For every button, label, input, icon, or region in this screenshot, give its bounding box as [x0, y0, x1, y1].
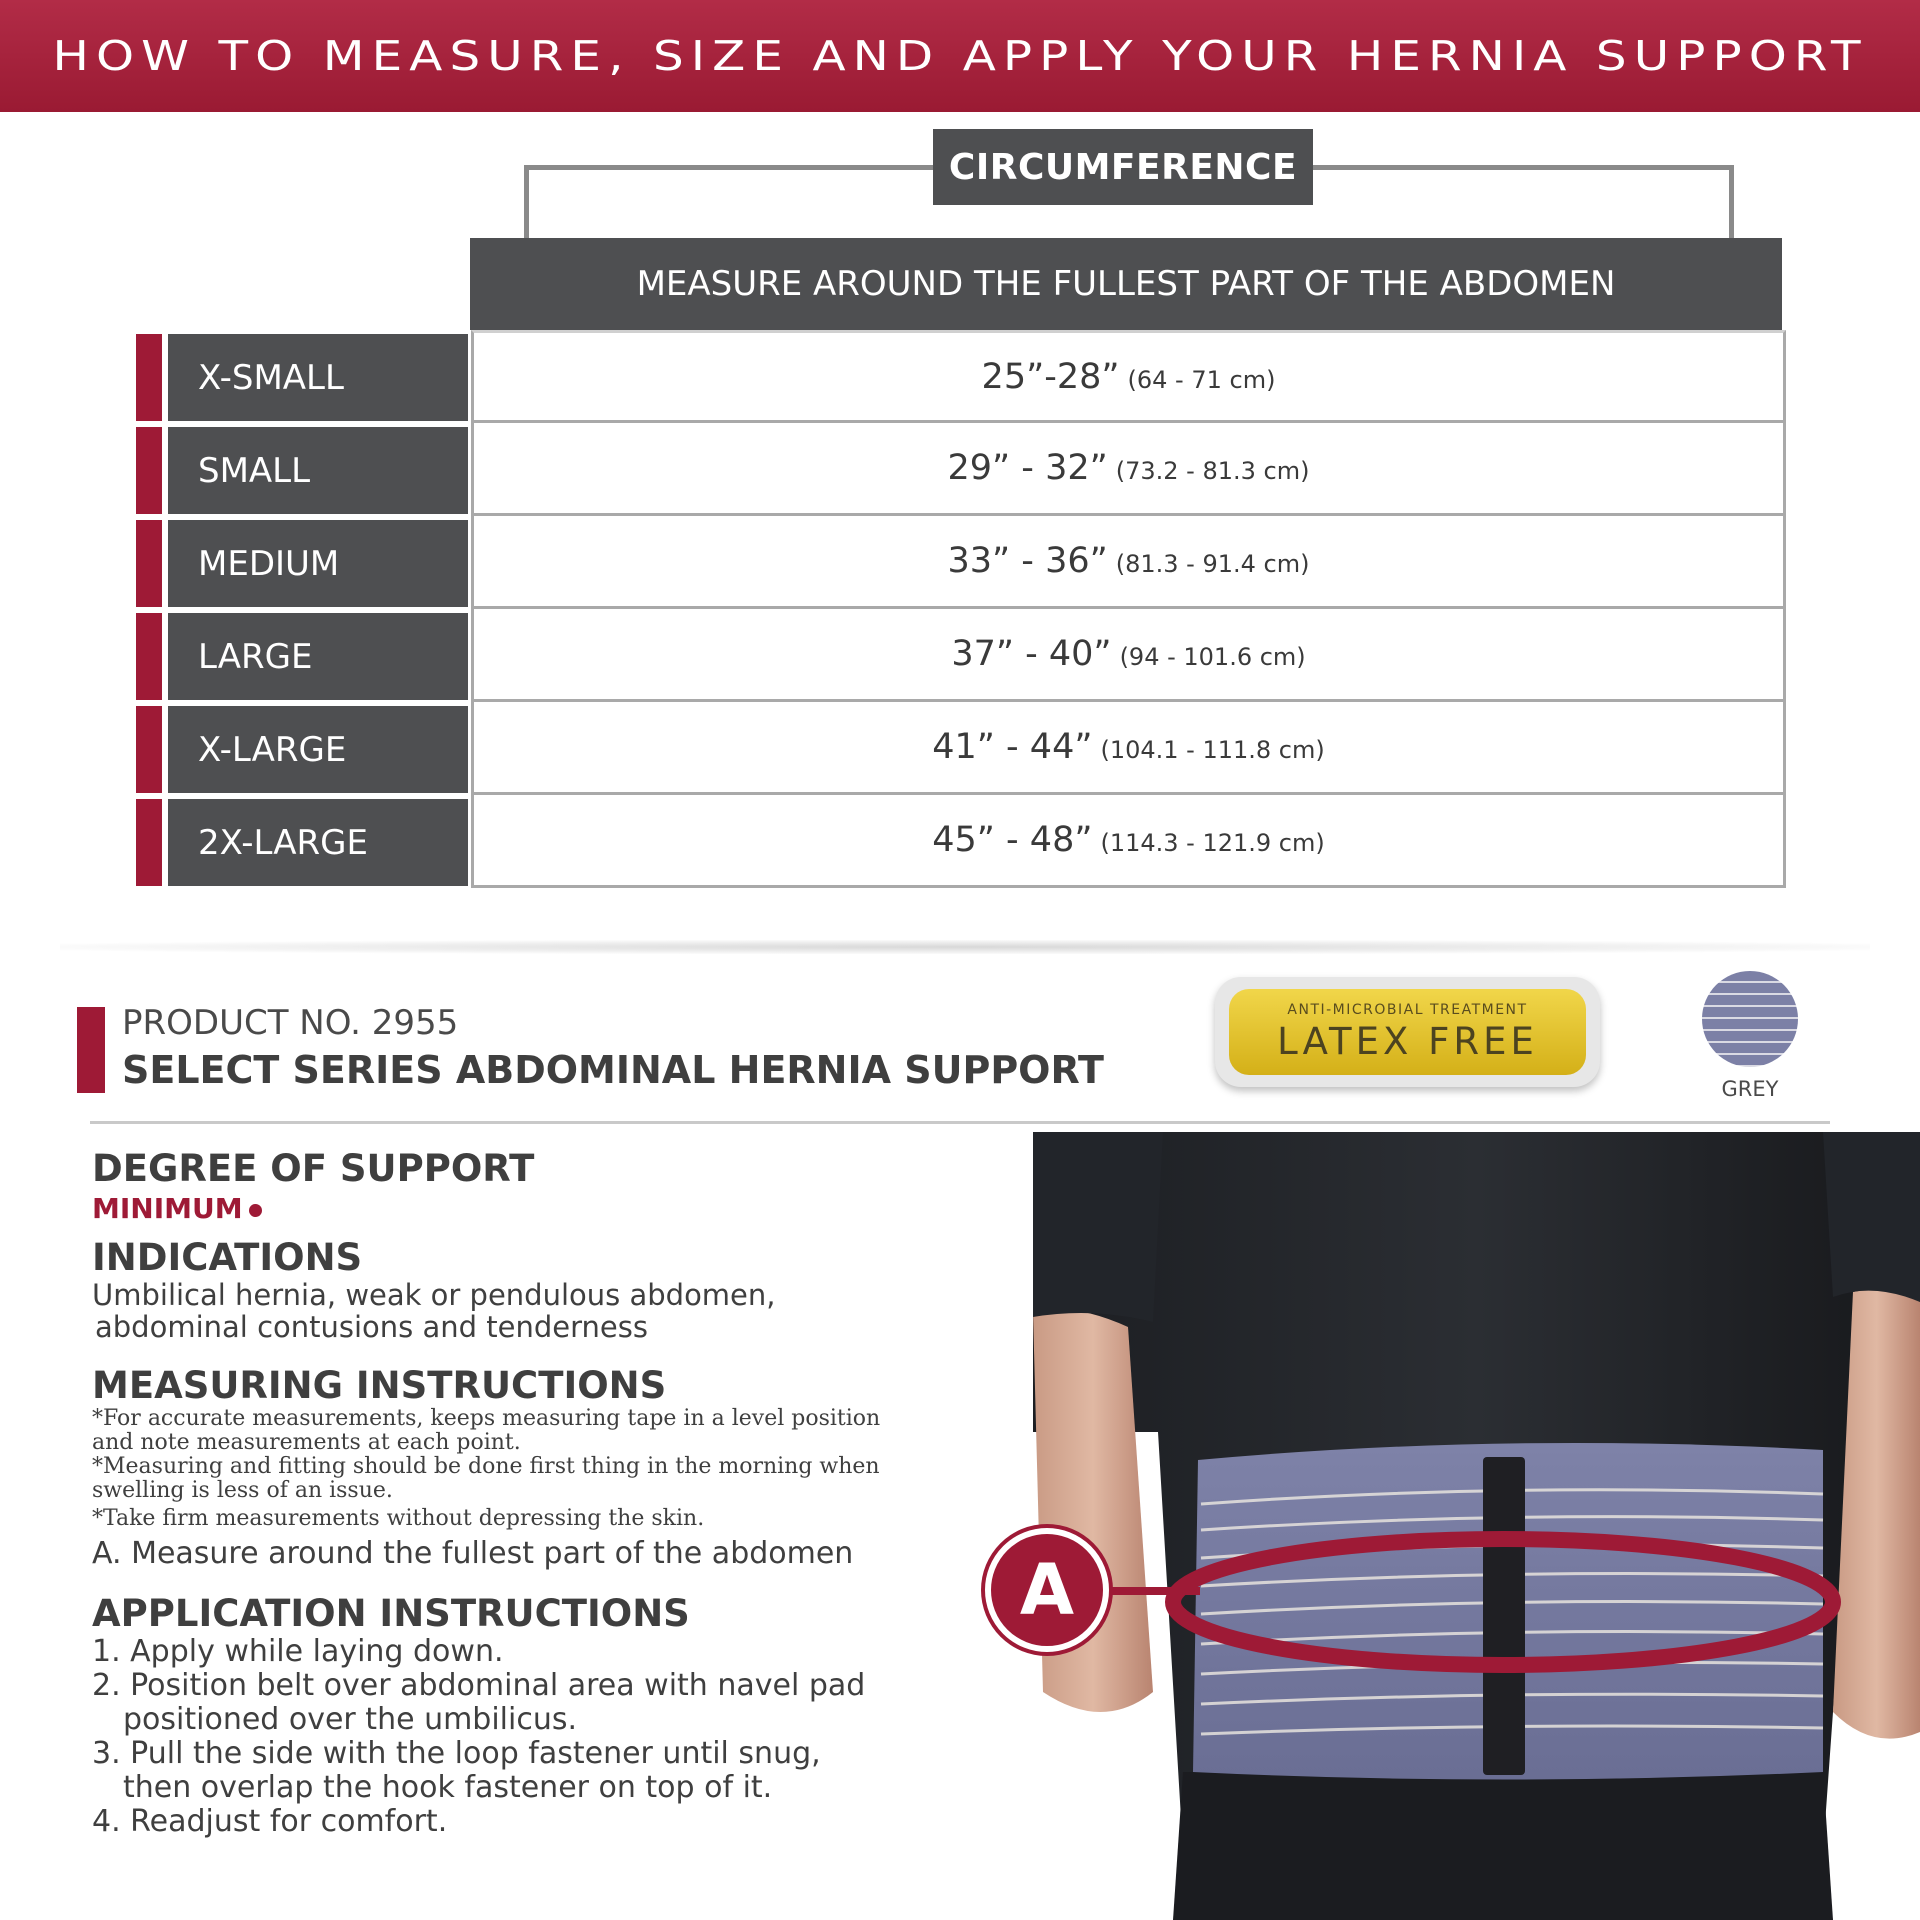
product-name: SELECT SERIES ABDOMINAL HERNIA SUPPORT — [122, 1048, 1104, 1092]
range-inches: 29” - 32” — [947, 448, 1108, 488]
size-label: SMALL — [168, 427, 468, 514]
model-wearing-support — [1033, 1132, 1920, 1920]
size-label: X-LARGE — [168, 706, 468, 793]
measuring-step-a: A. Measure around the fullest part of the abdomen — [92, 1536, 854, 1571]
range-cm: (81.3 - 91.4 cm) — [1115, 550, 1310, 578]
section-divider — [60, 940, 1870, 954]
table-row — [136, 702, 1786, 795]
table-row — [136, 423, 1786, 516]
size-range — [471, 795, 1786, 888]
range-cm: (114.3 - 121.9 cm) — [1100, 829, 1325, 857]
degree-heading: DEGREE OF SUPPORT — [92, 1147, 535, 1190]
color-swatch[interactable] — [1702, 971, 1798, 1067]
product-number: PRODUCT NO. 2955 — [122, 1003, 459, 1043]
table-row — [136, 516, 1786, 609]
application-step: 2. Position belt over abdominal area with navel pad — [92, 1668, 866, 1703]
bullet-dot-icon — [249, 1204, 262, 1217]
range-inches: 33” - 36” — [947, 541, 1108, 581]
badge-plate — [1229, 989, 1586, 1075]
application-heading: APPLICATION INSTRUCTIONS — [92, 1592, 690, 1635]
application-step: 3. Pull the side with the loop fastener until snug, — [92, 1736, 821, 1771]
measuring-note: and note measurements at each point. — [92, 1430, 521, 1455]
size-range — [471, 423, 1786, 516]
size-range — [471, 516, 1786, 609]
row-accent — [136, 334, 162, 421]
measurement-marker-a — [985, 1528, 1109, 1652]
latex-free-badge — [1215, 977, 1600, 1087]
table-row — [136, 795, 1786, 888]
size-table-header: MEASURE AROUND THE FULLEST PART OF THE ABDOMEN — [470, 238, 1782, 330]
banner-title: HOW TO MEASURE, SIZE AND APPLY YOUR HERNIA SUPPORT — [52, 32, 1868, 80]
badge-title: LATEX FREE — [1277, 1019, 1538, 1063]
indications-heading: INDICATIONS — [92, 1236, 363, 1279]
row-accent — [136, 613, 162, 700]
range-inches: 25”-28” — [981, 356, 1120, 397]
color-swatch-label: GREY — [1721, 1077, 1779, 1101]
marker-connector — [1100, 1587, 1200, 1595]
heading-rule — [90, 1121, 1830, 1124]
degree-value-row — [92, 1192, 992, 1225]
range-inches: 37” - 40” — [951, 634, 1112, 674]
top-banner — [0, 0, 1920, 112]
application-step: then overlap the hook fastener on top of it. — [123, 1770, 773, 1805]
size-range — [471, 609, 1786, 702]
row-accent — [136, 799, 162, 886]
marker-letter: A — [1019, 1549, 1075, 1631]
range-cm: (104.1 - 111.8 cm) — [1100, 736, 1325, 764]
product-accent — [77, 1007, 105, 1093]
application-step: positioned over the umbilicus. — [123, 1702, 578, 1737]
badge-subtitle: ANTI-MICROBIAL TREATMENT — [1287, 1001, 1528, 1018]
size-table — [136, 330, 1786, 888]
range-inches: 45” - 48” — [932, 820, 1093, 860]
degree-value: MINIMUM — [92, 1192, 243, 1225]
size-label: X-SMALL — [168, 334, 468, 421]
application-step: 4. Readjust for comfort. — [92, 1804, 448, 1839]
range-cm: (64 - 71 cm) — [1127, 365, 1276, 394]
measuring-heading: MEASURING INSTRUCTIONS — [92, 1364, 667, 1407]
size-range — [471, 330, 1786, 423]
size-label: 2X-LARGE — [168, 799, 468, 886]
measuring-note: *Measuring and fitting should be done first thing in the morning when — [92, 1454, 880, 1479]
measuring-note: *For accurate measurements, keeps measuring tape in a level position — [92, 1406, 881, 1431]
range-cm: (73.2 - 81.3 cm) — [1115, 457, 1310, 485]
measuring-note: swelling is less of an issue. — [92, 1478, 393, 1503]
row-accent — [136, 427, 162, 514]
size-range — [471, 702, 1786, 795]
range-cm: (94 - 101.6 cm) — [1119, 643, 1306, 671]
range-inches: 41” - 44” — [932, 727, 1093, 767]
circumference-label: CIRCUMFERENCE — [933, 129, 1313, 205]
measuring-note: *Take firm measurements without depressing the skin. — [92, 1506, 705, 1531]
product-details — [92, 1148, 992, 1839]
row-accent — [136, 520, 162, 607]
application-step: 1. Apply while laying down. — [92, 1634, 504, 1669]
size-label: MEDIUM — [168, 520, 468, 607]
product-photo — [1033, 1132, 1920, 1920]
table-row — [136, 609, 1786, 702]
row-accent — [136, 706, 162, 793]
indications-line: abdominal contusions and tenderness — [95, 1310, 648, 1344]
size-label: LARGE — [168, 613, 468, 700]
table-row — [136, 330, 1786, 423]
indications-line: Umbilical hernia, weak or pendulous abdomen, — [92, 1278, 776, 1312]
